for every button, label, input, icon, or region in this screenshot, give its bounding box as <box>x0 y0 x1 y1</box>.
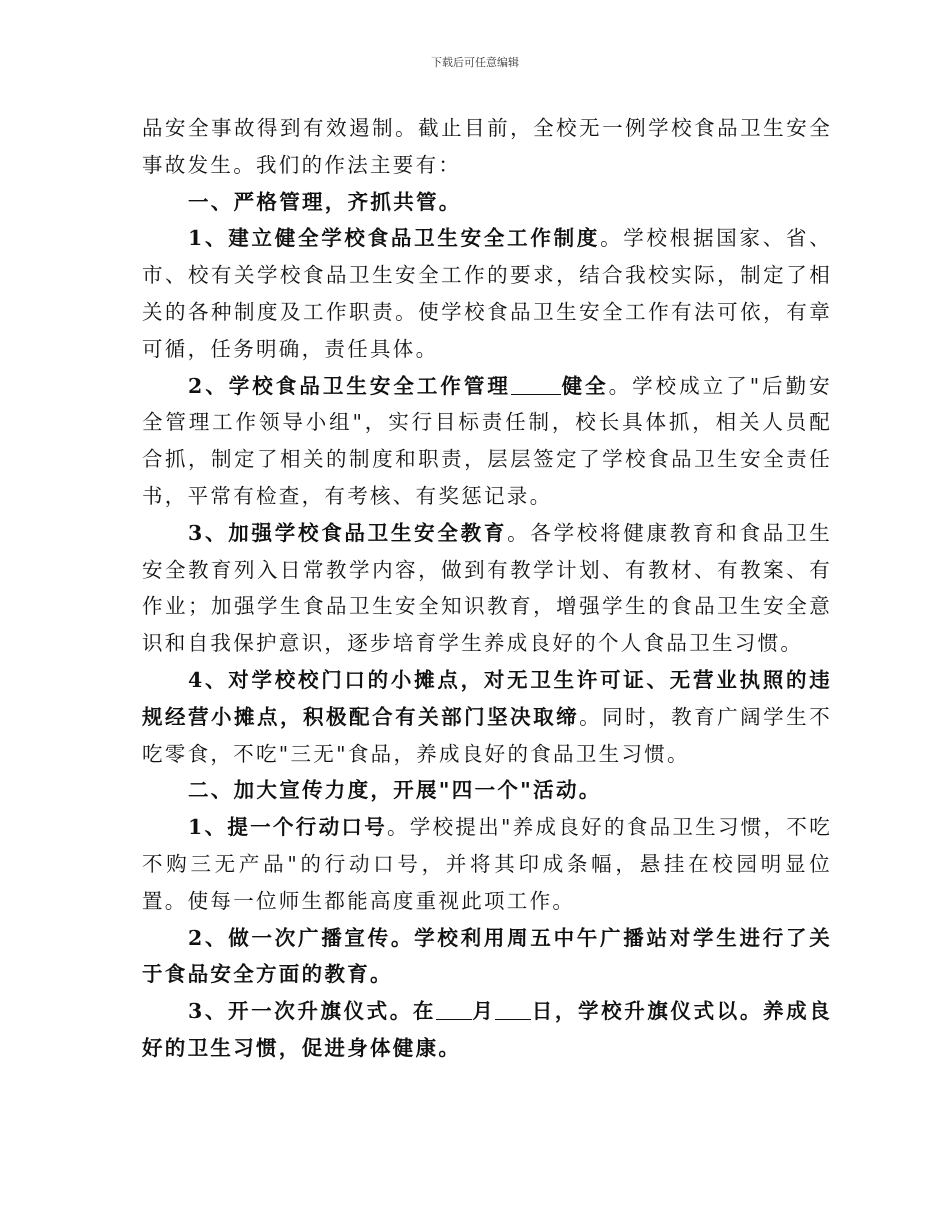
item-3-paragraph <box>142 515 832 662</box>
month-blank <box>436 999 472 1020</box>
subitem-3-paragraph <box>142 993 832 1067</box>
day-blank <box>495 999 531 1020</box>
item-4-paragraph <box>142 662 832 772</box>
subitem-2-paragraph: 2、做一次广播宣传。学校利用周五中午广播站对学生进行了关于食品安全方面的教育。 <box>142 925 832 987</box>
item-4-text: 。同时，教育广阔学生不吃零食，不吃"三无"食品，养成良好的食品卫生习惯。 <box>142 704 832 766</box>
item-2-paragraph <box>142 368 832 515</box>
subitem-1-title: 1、提一个行动口号 <box>188 815 387 840</box>
item-1-text: 。学校根据国家、省、市、校有关学校食品卫生安全工作的要求，结合我校实际，制定了相关的各种制度及工作职责。使学校食品卫生安全工作有法可依，有章可循，任务明确，责任具体。 <box>142 226 833 361</box>
subitem-1-paragraph <box>142 809 832 919</box>
subitem-3-part-c: 日，学校升旗仪式以。养成良好的卫生习惯，促进身体健康。 <box>142 999 832 1060</box>
item-2-title-part-a: 2、学校食品卫生安全工作管理 <box>188 373 511 398</box>
item-3-text: 。各学校将健康教育和食品卫生安全教育列入日常教学内容，做到有教学计划、有教材、有教案、有作业；加强学生食品卫生安全知识教育，增强学生的食品卫生安全意识和自我保护意识，逐步培育学生养成良好的个人食品卫生习惯。 <box>142 520 833 656</box>
item-2-text: 。学校成立了"后勤安全管理工作领导小组"，实行目标责任制，校长具体抓，相关人员配合抓，制定了相关的制度和职责，层层签定了学校食品卫生安全责任书，平常有检查，有考核、有奖惩记录。 <box>142 373 832 508</box>
section-heading-2: 二、加大宣传力度，开展"四一个"活动。 <box>188 778 602 803</box>
document-body <box>142 110 832 1067</box>
subitem-3-part-b: 月 <box>472 999 496 1024</box>
page-header-note: 下载后可任意编辑 <box>431 56 519 69</box>
item-3-title: 3、加强学校食品卫生安全教育 <box>188 520 508 545</box>
item-1-paragraph <box>142 220 832 367</box>
section-heading-1: 一、严格管理，齐抓共管。 <box>188 189 462 214</box>
intro-paragraph: 品安全事故得到有效遏制。截止目前，全校无一例学校食品卫生安全事故发生。我们的作法主要有： <box>142 116 832 177</box>
item-2-title-part-b: 健全 <box>560 373 609 398</box>
item-4-title: 4、对学校校门口的小摊点，对无卫生许可证、无营业执照的违规经营小摊点，积极配合有关部门坚决取缔 <box>142 667 832 729</box>
item-1-title: 1、建立健全学校食品卫生安全工作制度 <box>188 226 601 251</box>
subitem-3-part-a: 3、开一次升旗仪式。在 <box>188 999 437 1024</box>
subitem-1-text: 。学校提出"养成良好的食品卫生习惯，不吃不购三无产品"的行动口号，并将其印成条幅，悬挂在校园明显位置。使每一位师生都能高度重视此项工作。 <box>142 815 832 913</box>
fill-in-blank <box>511 374 561 395</box>
